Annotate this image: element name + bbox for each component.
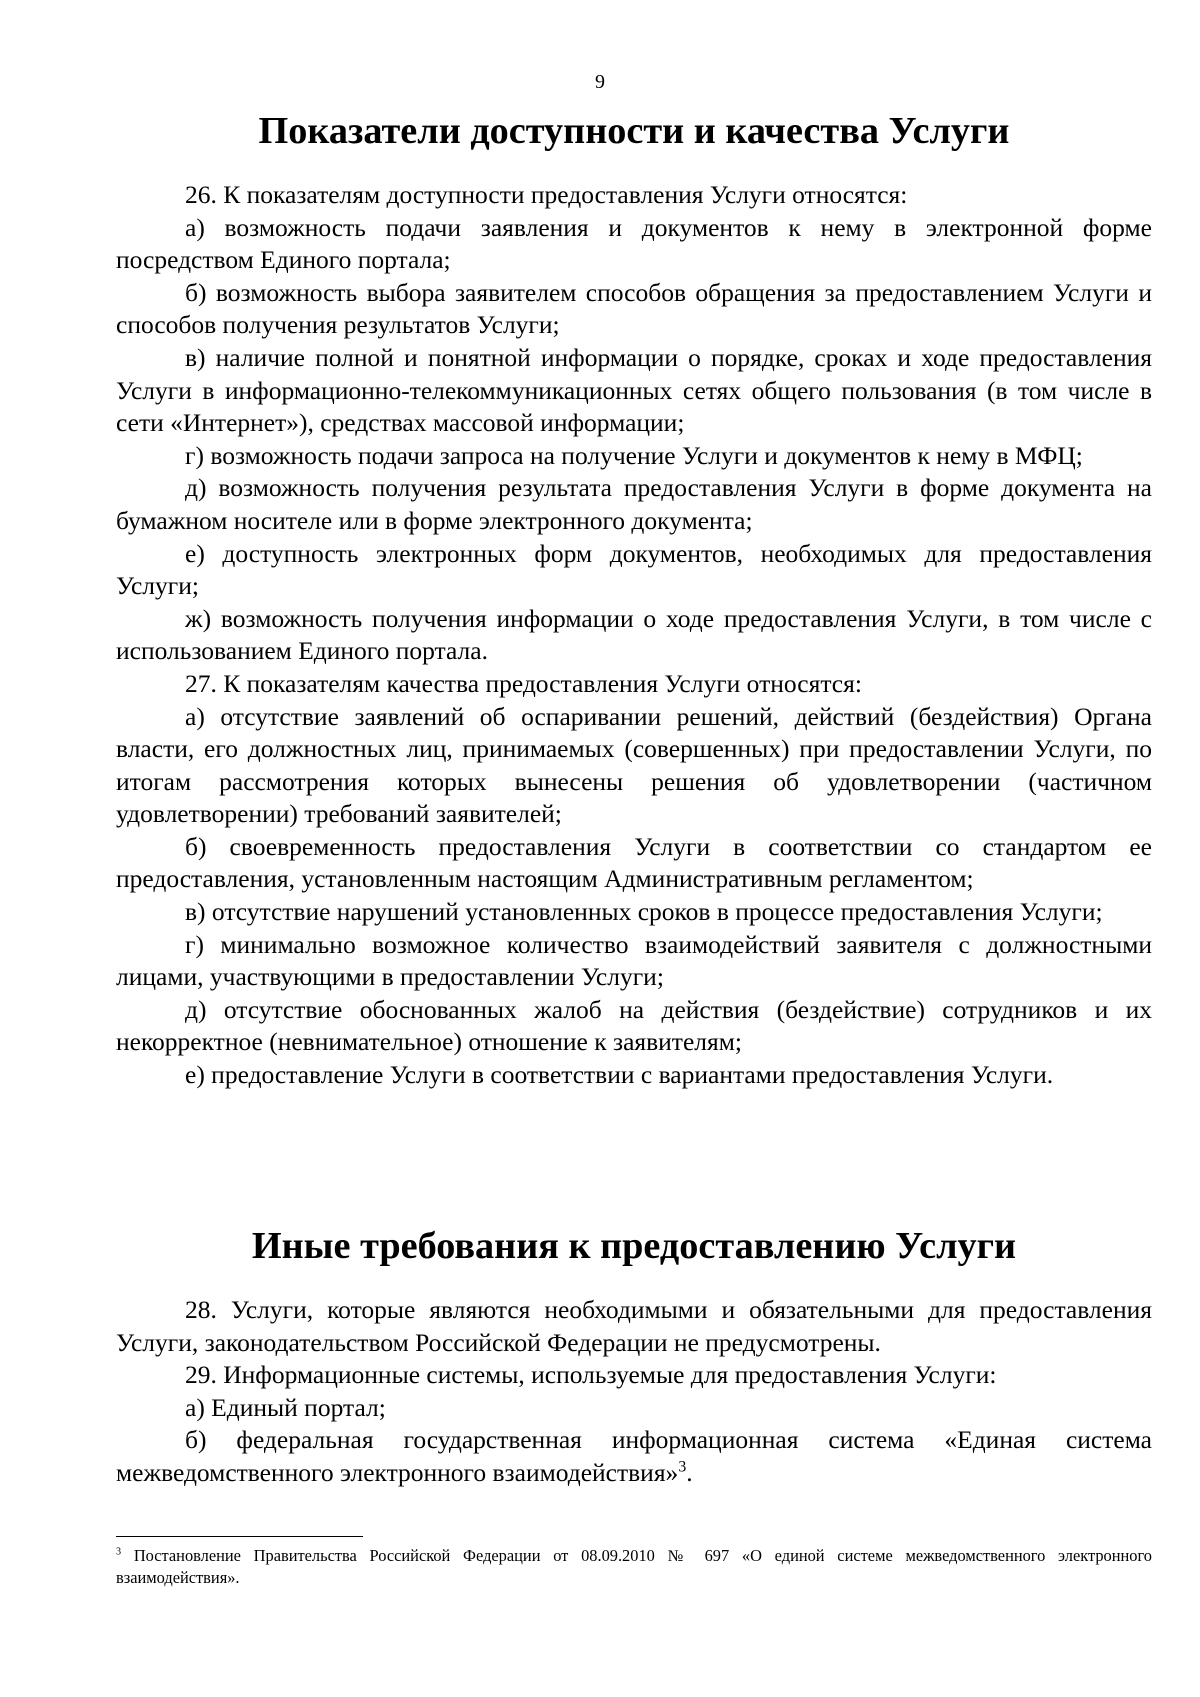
- paragraph: а) Единый портал;: [185, 1392, 386, 1422]
- paragraph: 28. Услуги, которые являются необходимыми и обязательными для предоставления Услуги, законодательством Российской Федерации не предусмотрены.: [116, 1295, 1152, 1357]
- paragraph: 29. Информационные системы, используемые для предоставления Услуги:: [185, 1360, 997, 1390]
- footnote-reference[interactable]: 3: [678, 1458, 687, 1476]
- page-number: 9: [595, 71, 605, 93]
- paragraph: г) возможность подачи запроса на получение Услуги и документов к нему в МФЦ;: [185, 440, 1083, 470]
- section-other-requirements: [116, 1225, 1152, 1490]
- section-quality-indicators: [116, 110, 1152, 1092]
- paragraph: б) своевременность предоставления Услуги в соответствии со стандартом ее предоставления, установленным настоящим Административным регламентом;: [116, 831, 1152, 894]
- section-heading: Иные требования к предоставлению Услуги: [251, 1225, 1017, 1267]
- paragraph: д) возможность получения результата предоставления Услуги в форме документа на бумажном носителе или в форме электронного документа;: [116, 473, 1152, 535]
- footnote-text: Постановление Правительства Российской Федерации от 08.09.2010 № 697 «О единой системе межведомственного электронного взаимодействия».: [116, 1546, 1152, 1587]
- paragraph: е) доступность электронных форм документов, необходимых для предоставления Услуги;: [116, 538, 1152, 601]
- paragraph-text: б) федеральная государственная информационная система «Единая система межведомственного электронного взаимодействия»: [116, 1425, 1152, 1487]
- footnote: [116, 1545, 1152, 1589]
- footnote-separator: [116, 1536, 363, 1537]
- paragraph: а) отсутствие заявлений об оспаривании решений, действий (бездействия) Органа власти, его должностных лиц, принимаемых (совершенных) при предоставлении Услуги, по итогам рассмотрения которых вынесены решения об удовлетворении (частичном удовлетворении) требований заявителей;: [116, 701, 1152, 829]
- section-heading: Показатели доступности и качества Услуги: [258, 110, 1010, 152]
- paragraph: 26. К показателям доступности предоставления Услуги относятся:: [185, 180, 908, 209]
- paragraph: в) наличие полной и понятной информации о порядке, сроках и ходе предоставления Услуги в информационно-телекоммуникационных сетях общего пользования (в том числе в сети «Интернет»), средствах массовой информации;: [116, 342, 1152, 438]
- paragraph: [116, 1424, 1152, 1489]
- paragraph: б) возможность выбора заявителем способов обращения за предоставлением Услуги и способов получения результатов Услуги;: [116, 277, 1152, 340]
- paragraph: а) возможность подачи заявления и документов к нему в электронной форме посредством Единого портала;: [116, 212, 1152, 275]
- paragraph-end: .: [686, 1457, 693, 1487]
- paragraph: д) отсутствие обоснованных жалоб на действия (бездействие) сотрудников и их некорректное (невнимательное) отношение к заявителям;: [116, 994, 1152, 1057]
- paragraph: е) предоставление Услуги в соответствии с вариантами предоставления Услуги.: [185, 1060, 1054, 1090]
- footnote-marker: 3: [116, 1546, 122, 1558]
- paragraph: 27. К показателям качества предоставления Услуги относятся:: [185, 668, 862, 698]
- paragraph: в) отсутствие нарушений установленных сроков в процессе предоставления Услуги;: [185, 897, 1103, 927]
- paragraph: ж) возможность получения информации о ходе предоставления Услуги, в том числе с использованием Единого портала.: [116, 603, 1152, 666]
- paragraph: г) минимально возможное количество взаимодействий заявителя с должностными лицами, участвующими в предоставлении Услуги;: [116, 929, 1152, 992]
